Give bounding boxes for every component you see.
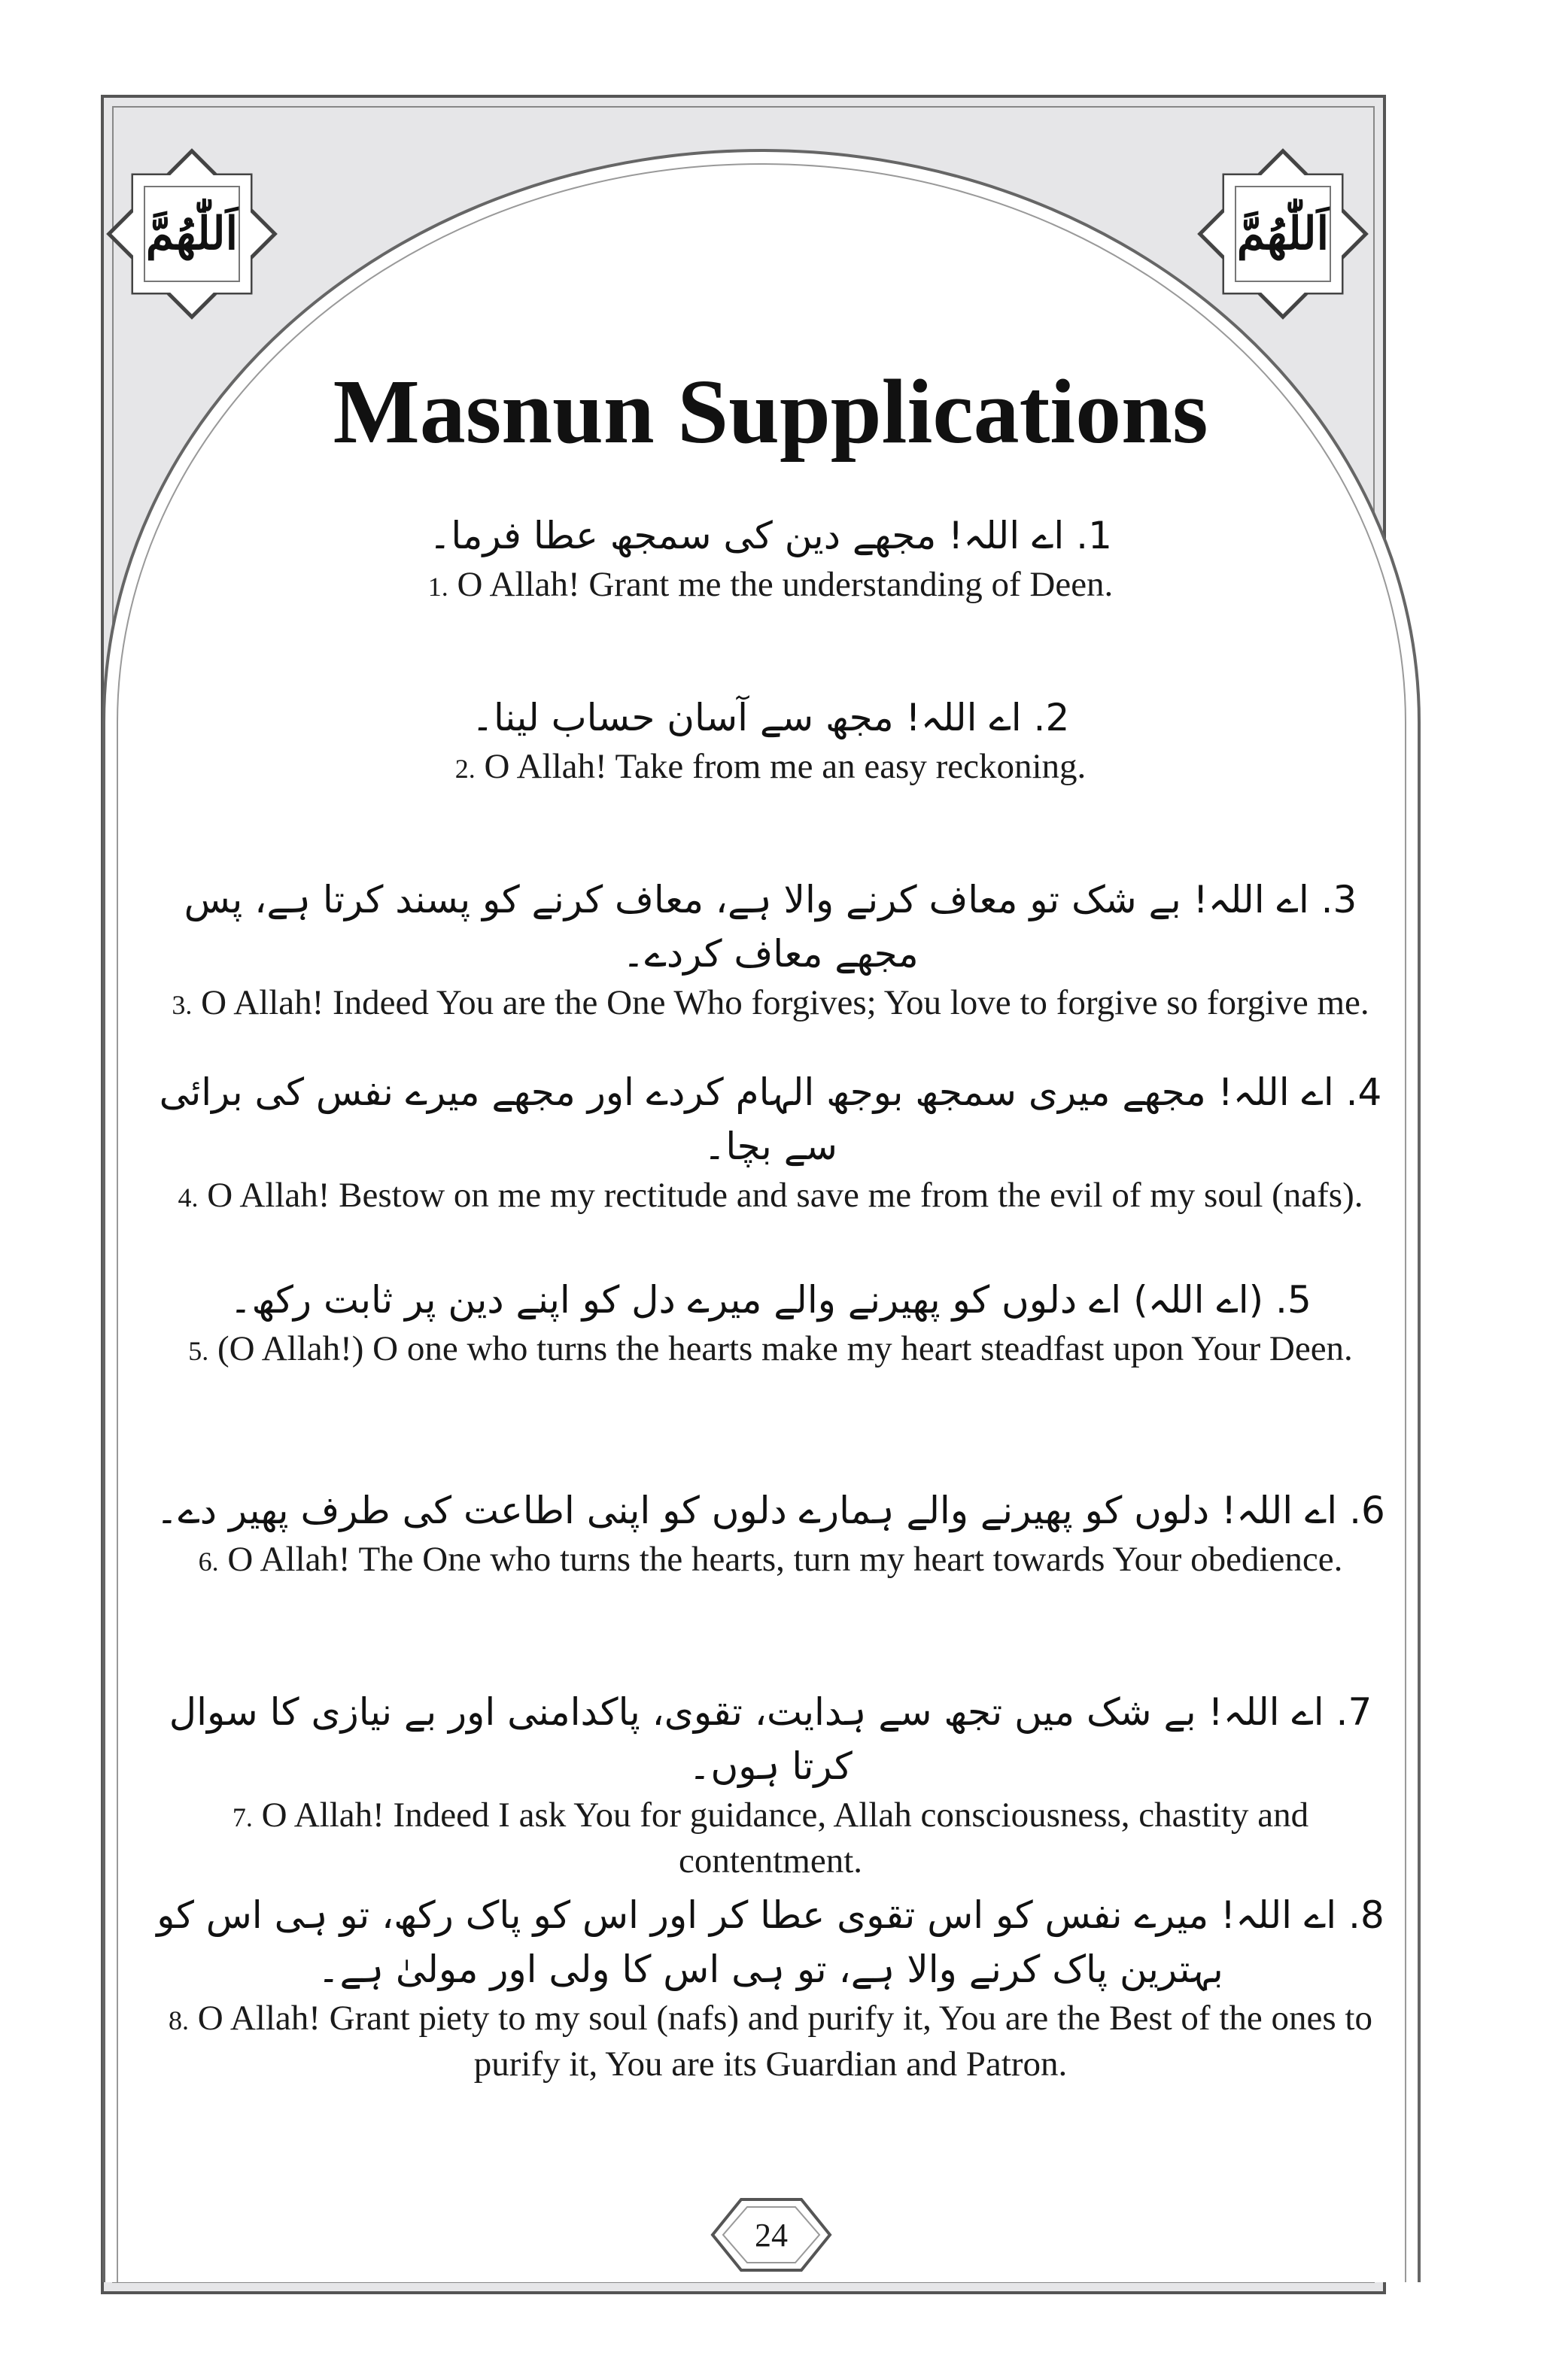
page-number: 24 — [755, 2216, 788, 2254]
supplication-item — [150, 691, 1391, 791]
translation: O Allah! Take from me an easy reckoning. — [484, 747, 1087, 786]
medallion-text: اَللّٰهُمَّ — [145, 208, 239, 260]
english-text — [150, 981, 1391, 1027]
supplication-item — [150, 1685, 1391, 1883]
translation: O Allah! Grant piety to my soul (nafs) and purify it, You are the Best of the ones to purify it, You are its Guardian and Patron. — [197, 1999, 1372, 2084]
translation: O Allah! Indeed I ask You for guidance, Allah consciousness, chastity and contentment. — [261, 1796, 1309, 1881]
medallion-left — [105, 147, 278, 320]
translation: (O Allah!) O one who turns the hearts make my heart steadfast upon Your Deen. — [217, 1329, 1353, 1368]
item-number: 8. — [169, 2005, 190, 2035]
urdu-text: 7. اے اللہ! بے شک میں تجھ سے ہدایت، تقوی، پاکدامنی اور بے نیازی کا سوال کرتا ہوں۔ — [169, 1690, 1372, 1788]
medallion-right — [1196, 147, 1369, 320]
item-number: 3. — [172, 990, 193, 1020]
urdu-text: 5. (اے اللہ) اے دلوں کو پھیرنے والے میرے دل کو اپنے دین پر ثابت رکھ۔ — [229, 1278, 1312, 1322]
page-title: Masnun Supplications — [333, 360, 1208, 463]
supplication-item — [150, 1065, 1391, 1219]
english-text — [150, 1793, 1391, 1883]
translation: O Allah! Indeed You are the One Who forgives; You love to forgive so forgive me. — [201, 983, 1369, 1022]
english-text — [150, 563, 1391, 609]
translation: O Allah! Grant me the understanding of Deen. — [457, 565, 1114, 604]
item-number: 7. — [232, 1802, 253, 1832]
item-number: 1. — [427, 572, 448, 602]
supplication-item — [150, 508, 1391, 609]
supplication-item — [150, 1483, 1391, 1583]
english-text — [150, 1538, 1391, 1583]
english-text — [150, 1173, 1391, 1219]
supplication-item — [150, 1888, 1391, 2086]
supplication-item — [150, 873, 1391, 1027]
urdu-text: 6. اے اللہ! دلوں کو پھیرنے والے ہمارے دلوں کو اپنی اطاعت کی طرف پھیر دے۔ — [156, 1489, 1385, 1532]
item-number: 4. — [178, 1182, 199, 1213]
urdu-text: 4. اے اللہ! مجھے میری سمجھ بوجھ الہام کردے اور مجھے میرے نفس کی برائی سے بچا۔ — [159, 1070, 1382, 1168]
urdu-text: 1. اے اللہ! مجھے دین کی سمجھ عطا فرما۔ — [429, 514, 1112, 557]
english-text — [150, 1996, 1391, 2086]
urdu-text: 3. اے اللہ! بے شک تو معاف کرنے والا ہے، معاف کرنے کو پسند کرتا ہے، پس مجھے معاف کردے۔ — [184, 878, 1357, 976]
english-text — [150, 745, 1391, 791]
item-number: 5. — [188, 1336, 209, 1366]
english-text — [150, 1327, 1391, 1373]
translation: O Allah! The One who turns the hearts, turn my heart towards Your obedience. — [227, 1540, 1343, 1579]
urdu-text: 2. اے اللہ! مجھ سے آسان حساب لینا۔ — [471, 696, 1070, 739]
page-number-badge — [704, 2193, 839, 2276]
item-number: 6. — [198, 1547, 219, 1577]
medallion-text: اَللّٰهُمَّ — [1236, 208, 1330, 260]
urdu-text: 8. اے اللہ! میرے نفس کو اس تقوی عطا کر اور اس کو پاک رکھ، تو ہی اس کو بہترین پاک کرنے والا ہے، تو ہی اس کا ولی اور مولیٰ ہے۔ — [157, 1893, 1384, 1991]
supplication-item — [150, 1273, 1391, 1373]
translation: O Allah! Bestow on me my rectitude and save me from the evil of my soul (nafs). — [207, 1176, 1363, 1215]
item-number: 2. — [454, 754, 476, 784]
